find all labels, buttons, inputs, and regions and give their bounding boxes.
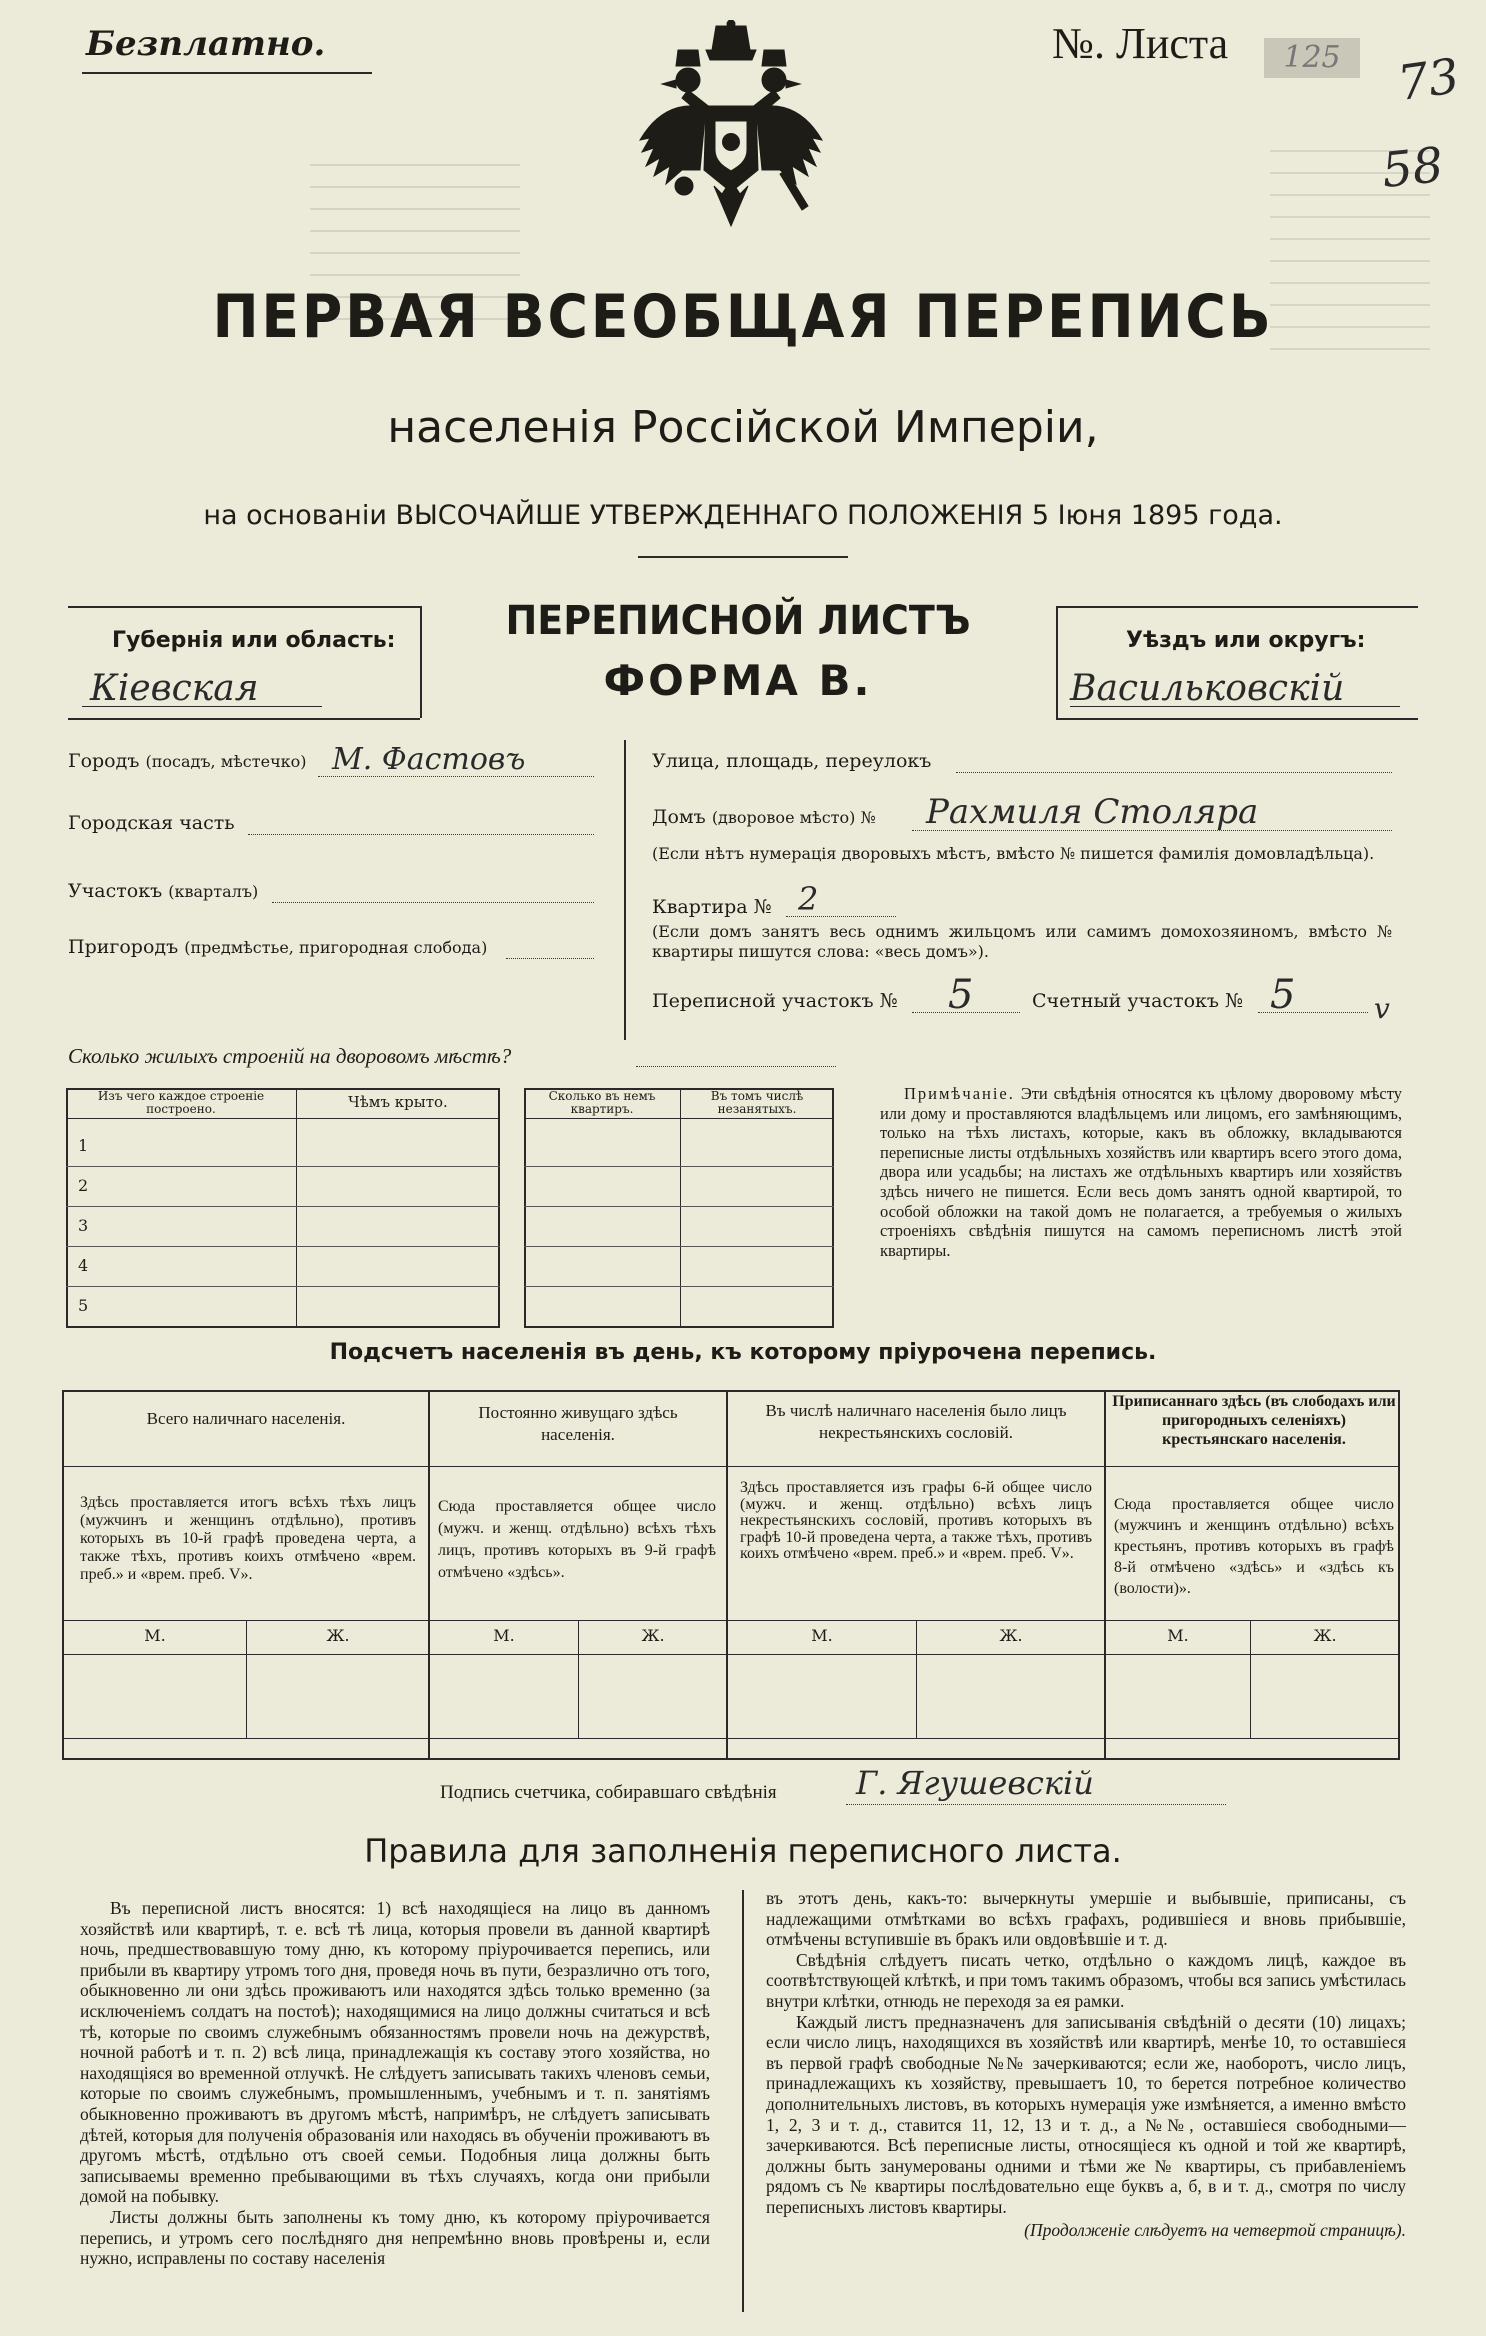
count-district-check-mark: v (1374, 992, 1390, 1025)
count-district-label: Счетный участокъ № (1032, 990, 1243, 1012)
buildings-row-number: 2 (78, 1176, 89, 1195)
tally-male-header: М. (811, 1626, 833, 1645)
tally-male-header: М. (1167, 1626, 1189, 1645)
suburb-sub-label: (предмѣстье, пригородная слобода) (184, 938, 488, 957)
province-label: Губернія или область: (112, 628, 396, 653)
margin-number-top: 73 (1394, 48, 1463, 112)
district-value: Васильковскій (1070, 668, 1345, 709)
buildings-col-roof: Чѣмъ крыто. (348, 1093, 448, 1111)
tally-title: Подсчетъ населенія въ день, къ которому пріурочена перепись. (329, 1340, 1157, 1365)
tally-col1-body: Здѣсь проставляется итогъ всѣхъ тѣхъ лицъ (мужчинъ и женщинъ отдѣльно), противъ которыхъ въ 10-й графѣ проведена черта, а также тѣхъ, противъ коихъ отмѣчено «врем. преб.» и «врем. преб. V». (80, 1494, 416, 1583)
sheet-number-value: 125 (1264, 38, 1360, 78)
buildings-table-left (66, 1088, 500, 1328)
house-value: Рахмиля Столяра (926, 792, 1259, 832)
tally-male-header: М. (493, 1626, 515, 1645)
tally-female-header: Ж. (1313, 1626, 1337, 1645)
tally-col1-head: Всего наличнаго населенія. (146, 1409, 346, 1428)
apartment-value: 2 (798, 880, 819, 918)
house-note: (Если нѣтъ нумерація дворовыхъ мѣстъ, вмѣсто № пишется фамилія домовладѣльца). (652, 844, 1375, 863)
tally-female-header: Ж. (999, 1626, 1023, 1645)
sheet-number-label: №. Листа (1052, 19, 1229, 68)
city-label: Городъ (68, 750, 140, 772)
buildings-row-number: 1 (78, 1136, 89, 1155)
buildings-col-material: Изъ чего каждое строеніе построено. (97, 1089, 265, 1116)
census-district-value: 5 (948, 972, 974, 1018)
census-district-label: Переписной участокъ № (652, 990, 898, 1012)
note-block (880, 1084, 1402, 1260)
census-title: ПЕРВАЯ ВСЕОБЩАЯ ПЕРЕПИСЬ (212, 282, 1274, 352)
form-name: ПЕРЕПИСНОЙ ЛИСТЪ (505, 598, 971, 644)
buildings-row-number: 3 (78, 1216, 89, 1235)
rules-title: Правила для заполненія переписного листа. (364, 1832, 1122, 1870)
buildings-col-apartments: Сколько въ немъ квартиръ. (548, 1089, 656, 1116)
census-legal-basis: на основаніи ВЫСОЧАЙШЕ УТВЕРЖДЕННАГО ПОЛОЖЕНІЯ 5 Іюня 1895 года. (203, 500, 1283, 531)
apartment-note: (Если домъ занятъ весь однимъ жильцомъ или самимъ домохозяиномъ, вмѣсто № квартиры пишутся слова: «весь домъ»). (652, 922, 1392, 961)
free-of-charge-label: Безплатно. (86, 24, 326, 64)
tally-col4-body: Сюда проставляется общее число (мужчинъ и женщинъ отдѣльно) всѣхъ крестьянъ, противъ которыхъ въ графѣ 8-й отмѣчено «здѣсь» и «здѣсь къ (волости)». (1114, 1496, 1394, 1597)
tally-col3-body: Здѣсь проставляется изъ графы 6-й общее число (мужч. и женщ. отдѣльно) всѣхъ лицъ некрестьянскихъ сословій, противъ которыхъ въ графѣ 10-й проведена черта, а также тѣхъ, противъ коихъ отмѣчено «врем. преб.» и «врем. преб. V». (740, 1479, 1092, 1562)
rules-right-column (766, 1888, 1406, 2240)
tally-female-header: Ж. (326, 1626, 350, 1645)
city-value: М. Фастовъ (332, 742, 526, 777)
count-district-value: 5 (1270, 972, 1296, 1018)
apartment-label: Квартира № (652, 896, 772, 918)
street-label: Улица, площадь, переулокъ (652, 750, 932, 772)
buildings-col-vacant: Въ томъ числѣ незанятыхъ. (710, 1089, 804, 1116)
suburb-label: Пригородъ (68, 936, 179, 958)
signature-value: Г. Ягушевскій (856, 1764, 1094, 1802)
signature-label: Подпись счетчика, собиравшаго свѣдѣнія (440, 1782, 777, 1803)
district-label: Уѣздъ или округъ: (1126, 628, 1366, 653)
buildings-row-number: 4 (78, 1256, 89, 1275)
tally-male-header: М. (144, 1626, 166, 1645)
note-text: Эти свѣдѣнія относятся къ цѣлому дворовому мѣсту или дому и проставляются владѣльцемъ или лицомъ, его замѣняющимъ, только на тѣхъ листахъ, которые, какъ въ обложку, вкладываются переписные листы отдѣльныхъ хозяйствъ или квартиръ всего этого дома, двора или усадьбы; на листахъ же отдѣльныхъ квартиръ или хозяйствъ здѣсь ничего не пишется. Если весь домъ занятъ одной квартирой, то особой обложки на такой домъ не полагается, а требуемыя о жилыхъ строеніяхъ свѣдѣнія пишутся на самомъ переписномъ листѣ этой квартиры. (880, 1084, 1403, 1260)
tally-col2-body: Сюда проставляется общее число (мужч. и женщ. отдѣльно) всѣхъ тѣхъ лицъ, противъ которыхъ въ 9-й графѣ отмѣчено «здѣсь». (438, 1498, 716, 1581)
census-subtitle: населенія Россійской Имперіи, (387, 402, 1099, 453)
house-label: Домъ (652, 806, 706, 828)
rules-right-paragraph: въ этотъ день, какъ-то: вычеркнуты умершіе и выбывшіе, приписаны, съ надлежащими отмѣтками во всѣхъ графахъ, родившіеся и вновь прибывшіе, отмѣчены вступившіе въ бракъ или овдовѣвшіе и т. д. (766, 1888, 1406, 1950)
tally-col2-head: Постоянно живущаго здѣсь населенія. (478, 1403, 678, 1444)
buildings-row-number: 5 (78, 1296, 89, 1315)
province-value: Кіевская (90, 668, 259, 709)
rules-right-paragraph: Свѣдѣнія слѣдуетъ писать четко, отдѣльно о каждомъ лицѣ, каждое въ соотвѣтствующей клѣткѣ, и при томъ такимъ образомъ, чтобы вся запись умѣстилась внутри клѣтки, отнюдь не переходя за ея рамки. (766, 1949, 1406, 2011)
city-sub-label: (посадъ, мѣстечко) (145, 752, 307, 771)
margin-number-bottom: 58 (1379, 136, 1446, 200)
city-part-label: Городская часть (68, 812, 235, 834)
rules-continued-note: (Продолженіе слѣдуетъ на четвертой страницѣ). (1024, 2219, 1406, 2240)
rules-left-paragraph: Листы должны быть заполнены къ тому дню, къ которому пріурочивается перепись, и утромъ сего послѣдняго дня непремѣнно вновь провѣрены и, если нужно, исправлены по составу населенія (80, 2206, 710, 2269)
buildings-question: Сколько жилыхъ строеній на дворовомъ мѣстѣ? (68, 1044, 512, 1068)
precinct-sub-label: (кварталъ) (168, 882, 259, 901)
buildings-table-right (524, 1088, 834, 1328)
note-label: Примѣчаніе. (904, 1084, 1015, 1103)
double-headed-eagle-emblem (636, 20, 826, 240)
precinct-label: Участокъ (68, 880, 163, 902)
form-type: ФОРМА В. (603, 656, 873, 705)
rules-left-paragraph: Въ переписной листъ вносятся: 1) всѣ находящіеся на лицо въ данномъ хозяйствѣ или квартирѣ, т. е. всѣ тѣ лица, которыя провели въ данной квартирѣ ночь, предшествовавшую тому дню, къ которому пріурочивается перепись, или прибыли въ квартиру утромъ того дня, проведя ночь въ пути, безразлично отъ того, обыкновенно ли они здѣсь проживаютъ или находятся здѣсь только временно (за исключеніемъ солдатъ на постоѣ); находящимися на лицо должны считаться и всѣ тѣ, которые по своимъ служебнымъ обязанностямъ провели ночь на дежурствѣ, ночной работѣ и т. п. 2) всѣ лица, принадлежащія къ составу этого хозяйства, но находящіяся во временной отлучкѣ. Не слѣдуетъ записывать такихъ членовъ семьи, которые по своимъ служебнымъ, промышленнымъ, учебнымъ и т. п. занятіямъ обыкновенно проживаютъ въ другомъ мѣстѣ, напримѣръ, не слѣдуетъ записывать дѣтей, которыя для полученія образованія или находясь въ обученіи проживаютъ въ другомъ мѣстѣ, отдѣльно отъ своей семьи. Подобныя лица должны быть записываемы временно пребывающими въ тѣхъ случаяхъ, когда они прибыли домой на побывку. (80, 1898, 710, 2207)
rules-right-paragraph: Каждый листъ предназначенъ для записыванія свѣдѣній о десяти (10) лицахъ; если число лицъ, находящихся въ хозяйствѣ или квартирѣ, менѣе 10, то оставшіеся въ первой графѣ свободные №№ зачеркиваются; если же, наоборотъ, число лицъ, принадлежащихъ къ хозяйству, превышаетъ 10, то берется потребное количество дополнительныхъ листовъ, въ которыхъ нумерація уже измѣняется, а именно вмѣсто 1, 2, 3 и т. д., ставится 11, 12, 13 и т. д., а №№, оставшіеся свободными—зачеркиваются. Всѣ переписные листы, относящіеся къ одной и той же квартирѣ, должны быть занумерованы одними и тѣми же № квартиры, съ прибавленіемъ рядомъ съ № квартиры послѣдовательно еще буквъ а, б, в и т. д., смотря по числу переписныхъ листовъ квартиры. (766, 2011, 1406, 2217)
tally-col4-head: Приписаннаго здѣсь (въ слободахъ или пригородныхъ селеніяхъ) крестьянскаго населенія. (1112, 1393, 1396, 1448)
tally-female-header: Ж. (641, 1626, 665, 1645)
rules-left-column (80, 1898, 710, 2269)
tally-col3-head: Въ числѣ наличнаго населенія было лицъ некрестьянскихъ сословій. (765, 1401, 1067, 1442)
house-sub-label: (дворовое мѣсто) № (711, 808, 876, 827)
